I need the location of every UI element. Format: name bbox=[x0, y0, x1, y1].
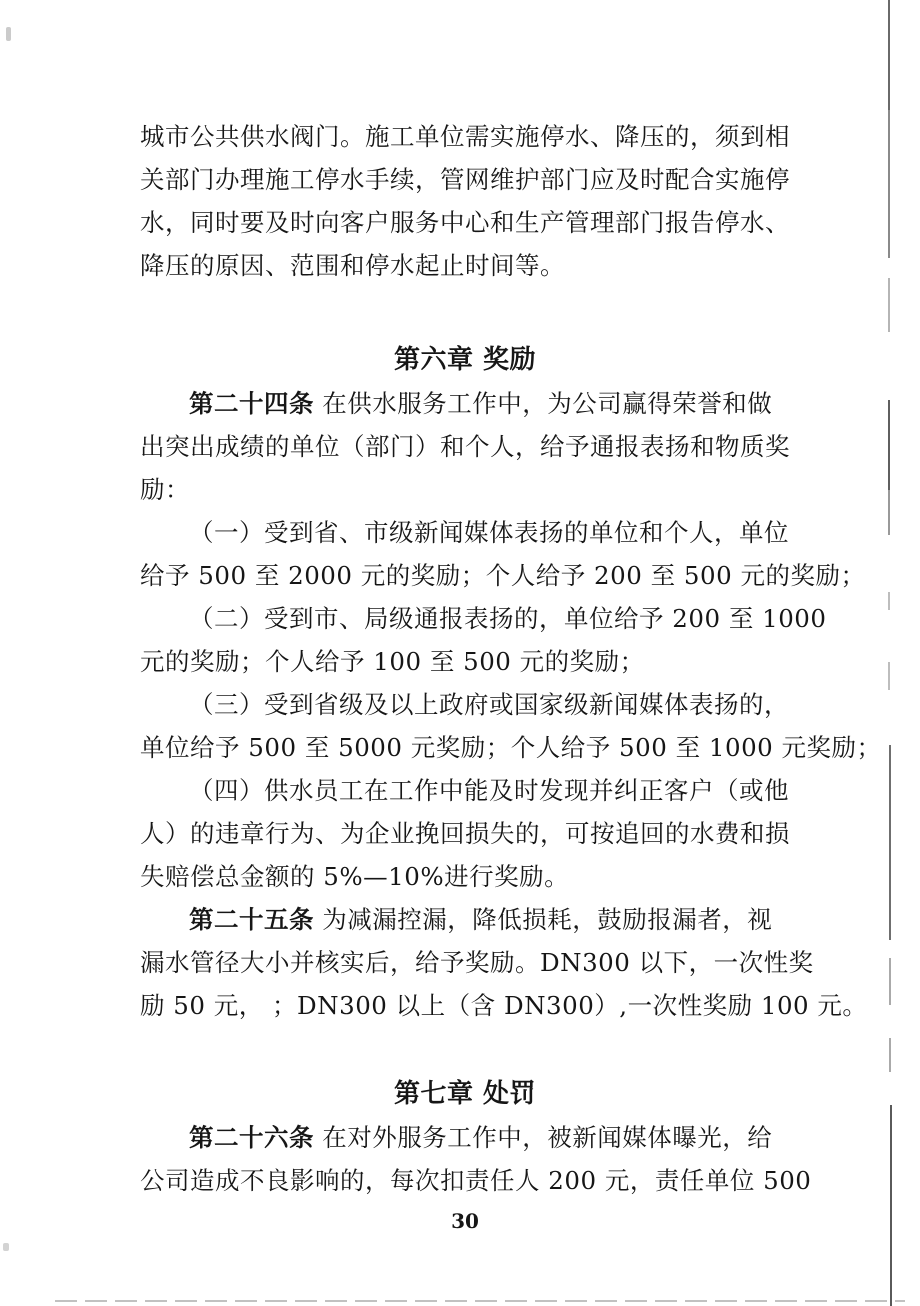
article-24-number: 第二十四条 bbox=[189, 389, 314, 418]
body-line: 公司造成不良影响的，每次扣责任人 200 元，责任单位 500 bbox=[140, 1166, 812, 1195]
item-1-line: 给予 500 至 2000 元的奖励；个人给予 200 至 500 元的奖励； bbox=[140, 561, 866, 590]
item-2-line: （二）受到市、局级通报表扬的，单位给予 200 至 1000 bbox=[189, 604, 827, 633]
item-3-line: （三）受到省级及以上政府或国家级新闻媒体表扬的， bbox=[189, 690, 789, 719]
body-line: 水，同时要及时向客户服务中心和生产管理部门报告停水、 bbox=[140, 208, 790, 237]
scan-artifact-line bbox=[888, 662, 890, 690]
scan-artifact-line bbox=[888, 278, 890, 332]
scan-artifact-bottom-edge bbox=[55, 1300, 905, 1302]
body-line: 励： bbox=[140, 475, 190, 504]
body-line: 励 50 元， ；DN300 以上（含 DN300）,一次性奖励 100 元。 bbox=[140, 991, 868, 1020]
article-26-text: 在对外服务工作中，被新闻媒体曝光，给 bbox=[314, 1123, 773, 1152]
body-line: 降压的原因、范围和停水起止时间等。 bbox=[140, 251, 565, 280]
scan-speck bbox=[6, 27, 11, 41]
page-content bbox=[140, 115, 882, 1233]
scan-artifact-line bbox=[888, 400, 890, 490]
scan-artifact-line bbox=[890, 1105, 892, 1306]
item-3-line: 单位给予 500 至 5000 元奖励；个人给予 500 至 1000 元奖励； bbox=[140, 733, 882, 762]
body-line: 关部门办理施工停水手续，管网维护部门应及时配合实施停 bbox=[140, 165, 790, 194]
scan-artifact-line bbox=[889, 958, 891, 1005]
item-4-line: 失赔偿总金额的 5%—10%进行奖励。 bbox=[140, 862, 570, 891]
scan-artifact-line bbox=[888, 0, 890, 110]
article-24-text: 在供水服务工作中，为公司赢得荣誉和做 bbox=[314, 389, 773, 418]
article-25-number: 第二十五条 bbox=[189, 905, 314, 934]
article-25-text: 为减漏控漏，降低损耗，鼓励报漏者，视 bbox=[314, 905, 773, 934]
body-line: 漏水管径大小并核实后，给予奖励。DN300 以下，一次性奖 bbox=[140, 948, 814, 977]
article-24-first-line bbox=[140, 382, 790, 425]
chapter-6-heading: 第六章 奖励 bbox=[393, 345, 537, 375]
article-26-number: 第二十六条 bbox=[189, 1123, 314, 1152]
scan-artifact-line bbox=[889, 745, 891, 940]
scan-artifact-line bbox=[888, 592, 890, 610]
scan-artifact-line bbox=[888, 490, 890, 535]
scan-artifact-line bbox=[888, 110, 890, 258]
item-2-line: 元的奖励；个人给予 100 至 500 元的奖励； bbox=[140, 647, 645, 676]
scan-speck bbox=[3, 1243, 9, 1251]
item-4-line: 人）的违章行为、为企业挽回损失的，可按追回的水费和损 bbox=[140, 819, 790, 848]
item-4-line: （四）供水员工在工作中能及时发现并纠正客户（或他 bbox=[189, 776, 789, 805]
body-line: 出突出成绩的单位（部门）和个人，给予通报表扬和物质奖 bbox=[140, 432, 790, 461]
article-25-first-line bbox=[140, 898, 790, 941]
article-26-first-line bbox=[140, 1116, 790, 1159]
scan-artifact-line bbox=[889, 1038, 891, 1072]
item-1-line: （一）受到省、市级新闻媒体表扬的单位和个人，单位 bbox=[189, 518, 789, 547]
page-number: 30 bbox=[451, 1209, 479, 1233]
chapter-7-heading: 第七章 处罚 bbox=[393, 1079, 537, 1109]
body-line: 城市公共供水阀门。施工单位需实施停水、降压的，须到相 bbox=[140, 122, 790, 151]
